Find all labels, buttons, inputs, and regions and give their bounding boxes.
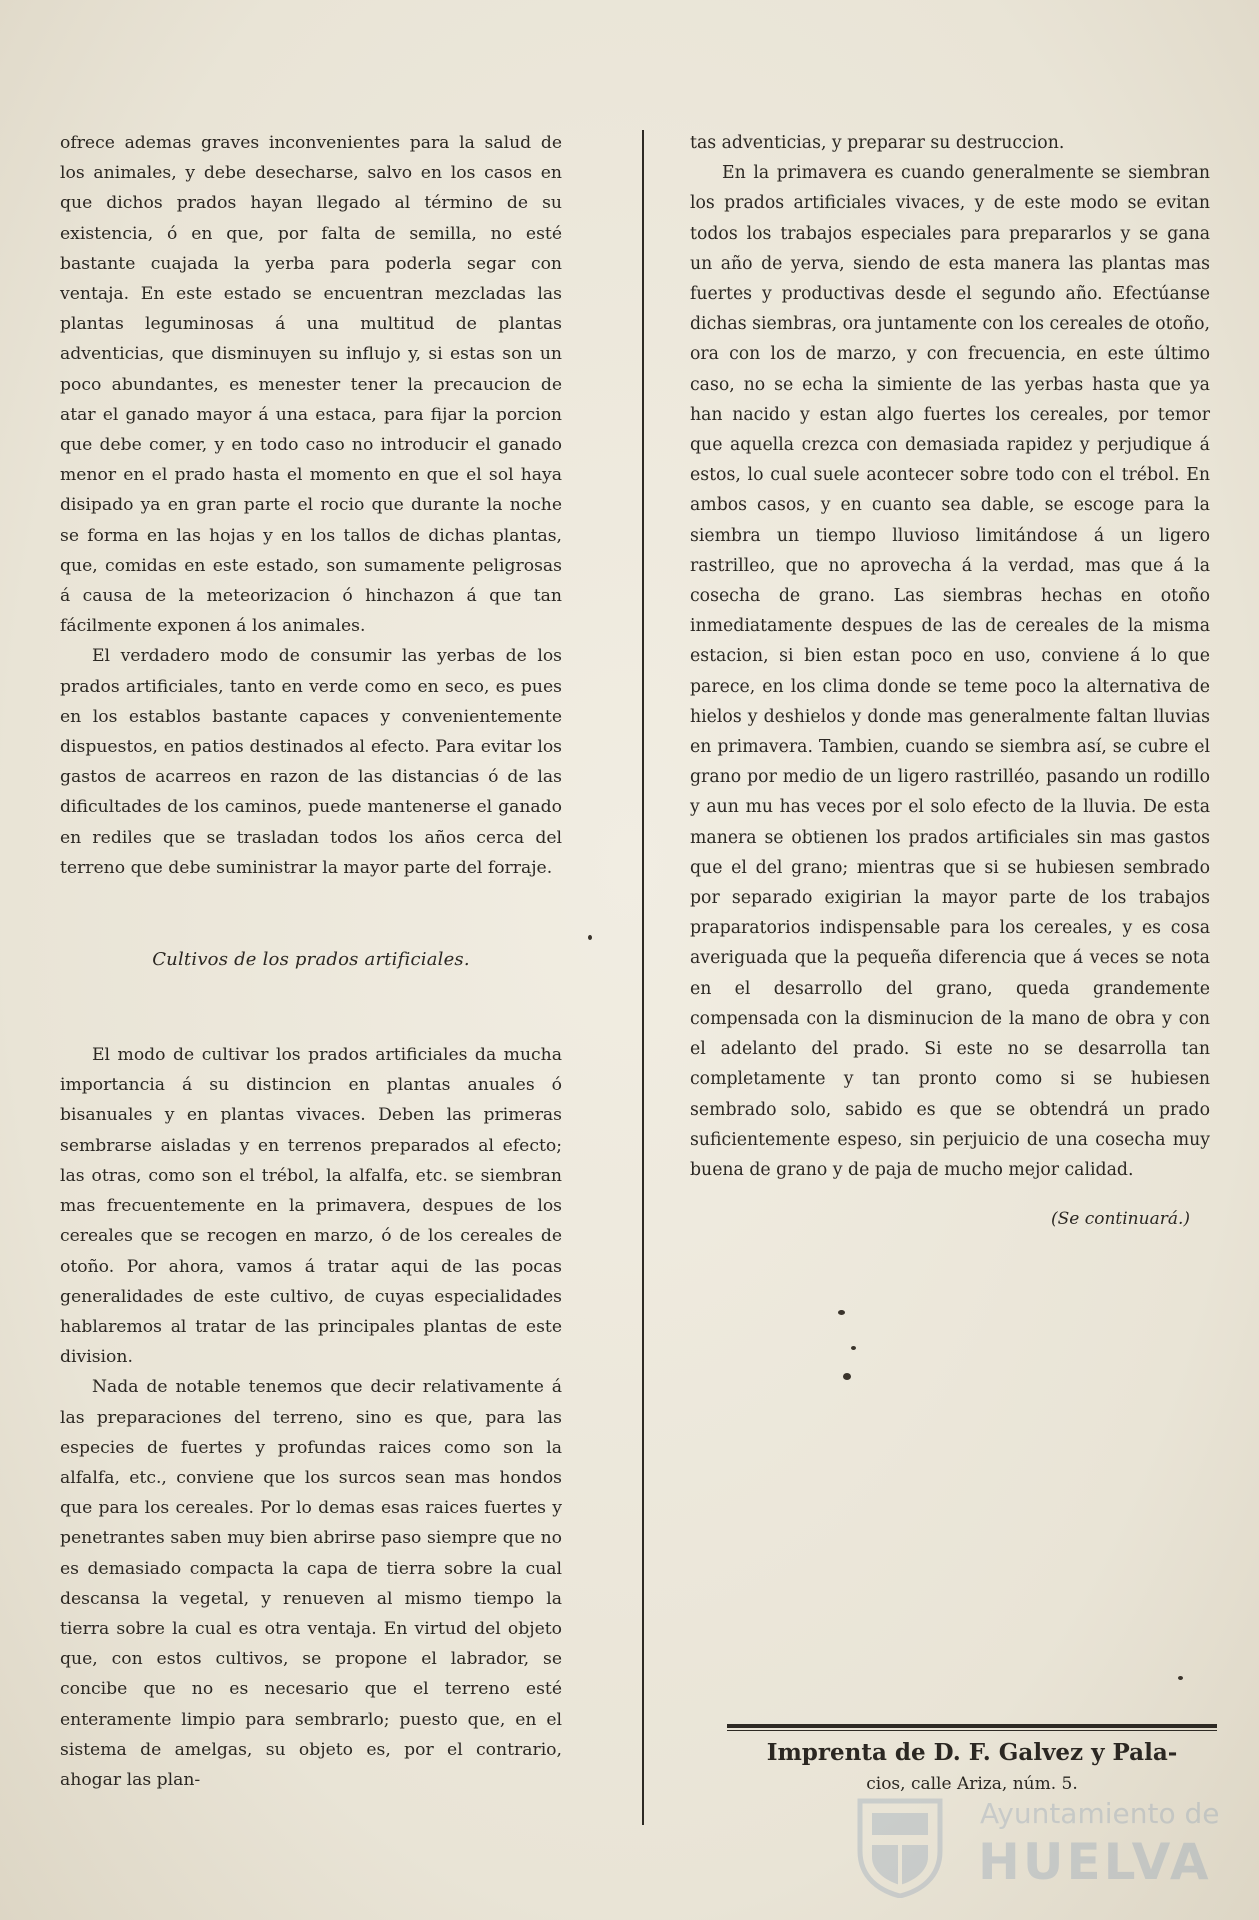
column-divider: [642, 130, 644, 1825]
footer-rule-thin: [727, 1730, 1217, 1731]
ink-speck: [843, 1373, 851, 1380]
ink-speck: [1178, 1676, 1183, 1680]
ink-speck: [588, 935, 592, 940]
left-paragraph-2: El verdadero modo de consumir las yerbas de los prados artificiales, tanto en verde como en seco, es pues en los establos bastante capaces y convenientemente dispuestos, en patios destinados al efecto. Para evitar los gastos de acarreos en razon de las distancias ó de las dificultades de los caminos, puede mantenerse el ganado en rediles que se trasladan todos los años cerca del terreno que debe suministrar la mayor parte del forraje.: [60, 646, 562, 878]
right-column: [690, 128, 1210, 1229]
left-paragraph-4: Nada de notable tenemos que decir relativamente á las preparaciones del terreno, sino es que, para las especies de fuertes y profundas raices como son la alfalfa, etc., conviene que los surcos sean mas hondos que para los cereales. Por lo demas esas raices fuertes y penetrantes saben muy bien abrirse paso siempre que no es demasiado compacta la capa de tierra sobre la cual descansa la vegetal, y renueven al mismo tiempo la tierra sobre la cual es otra ventaja. En virtud del objeto que, con estos cultivos, se propone el labrador, se concibe que no es necesario que el terreno esté enteramente limpio para sembrarlo; puesto que, en el sistema de amelgas, su objeto es, por el contrario, ahogar las plan-: [60, 1377, 562, 1790]
left-column: [60, 128, 562, 1795]
imprint-line-2: cios, calle Ariza, núm. 5.: [866, 1774, 1078, 1794]
left-paragraph-3: El modo de cultivar los prados artificiales da mucha importancia á su distincion en plantas anuales ó bisanuales y en plantas vivaces. Deben las primeras sembrarse aisladas y en terrenos preparados al efecto; las otras, como son el trébol, la alfalfa, etc. se siembran mas frecuentemente en la primavera, despues de los cereales que se recogen en marzo, ó de los cereales de otoño. Por ahora, vamos á tratar aqui de las pocas generalidades de este cultivo, de cuyas especialidades hablaremos al tratar de las principales plantas de este division.: [60, 1045, 562, 1368]
watermark-line-2: HUELVA: [978, 1833, 1212, 1891]
watermark-line-1: Ayuntamiento de: [980, 1797, 1220, 1830]
ink-speck: [838, 1310, 845, 1315]
section-heading: Cultivos de los prados artificiales.: [152, 949, 470, 971]
city-shield-icon: [850, 1793, 950, 1898]
right-paragraph-2: En la primavera es cuando generalmente se siembran los prados artificiales vivaces, y de este modo se evitan todos los trabajos especiales para prepararlos y se gana un año de yerva, siendo de esta manera las plantas mas fuertes y productivas desde el segundo año. Efectúanse dichas siembras, ora juntamente con los cereales de otoño, ora con los de marzo, y con frecuencia, en este último caso, no se echa la simiente de las yerbas hasta que ya han nacido y estan algo fuertes los cereales, por temor que aquella crezca con demasiada rapidez y perjudique á estos, lo cual suele acontecer sobre todo con el trébol. En ambos casos, y en cuanto sea dable, se escoge para la siembra un tiempo lluvioso limitándose á un ligero rastrilleo, que no aprovecha á la verdad, mas que á la cosecha de grano. Las siembras hechas en otoño inmediatamente despues de las de cereales de la misma estacion, si bien estan poco en uso, conviene á lo que parece, en los clima donde se teme poco la alternativa de hielos y deshielos y donde mas generalmente faltan lluvias en primavera. Tambien, cuando se siembra así, se cubre el grano por medio de un ligero rastrilléo, pasando un rodillo y aun mu has veces por el solo efecto de la lluvia. De esta manera se obtienen los prados artificiales sin mas gastos que el del grano; mientras que si se hubiesen sembrado por separado exigirian la mayor parte de los trabajos praparatorios indispensable para los cereales, y es cosa averiguada que la pequeña diferencia que á veces se nota en el desarrollo del grano, queda grandemente compensada con la disminucion de la mano de obra y con el adelanto del prado. Si este no se desarrolla tan completamente y tan pronto como si se hubiesen sembrado solo, sabido es que se obtendrá un prado suficientemente espeso, sin perjuicio de una cosecha muy buena de grano y de paja de mucho mejor calidad.: [690, 163, 1210, 1180]
right-paragraph-1: tas adventicias, y preparar su destruccion.: [690, 133, 1065, 153]
footer-rule: [727, 1724, 1217, 1728]
ink-speck: [851, 1346, 856, 1350]
watermark: [850, 1783, 1220, 1903]
imprint-line-1: Imprenta de D. F. Galvez y Pala-: [766, 1739, 1178, 1766]
continuation-note: (Se continuará.): [1050, 1209, 1190, 1230]
left-paragraph-1: ofrece ademas graves inconvenientes para la salud de los animales, y debe desecharse, salvo en los casos en que dichos prados hayan llegado al término de su existencia, ó en que, por falta de semilla, no esté bastante cuajada la yerba para poderla segar con ventaja. En este estado se encuentran mezcladas las plantas leguminosas á una multitud de plantas adventicias, que disminuyen su influjo y, si estas son un poco abundantes, es menester tener la precaucion de atar el ganado mayor á una estaca, para fijar la porcion que debe comer, y en todo caso no introducir el ganado menor en el prado hasta el momento en que el sol haya disipado ya en gran parte el rocio que durante la noche se forma en las hojas y en los tallos de dichas plantas, que, comidas en este estado, son sumamente peligrosas á causa de la meteorizacion ó hinchazon á que tan fácilmente exponen á los animales.: [60, 133, 562, 637]
